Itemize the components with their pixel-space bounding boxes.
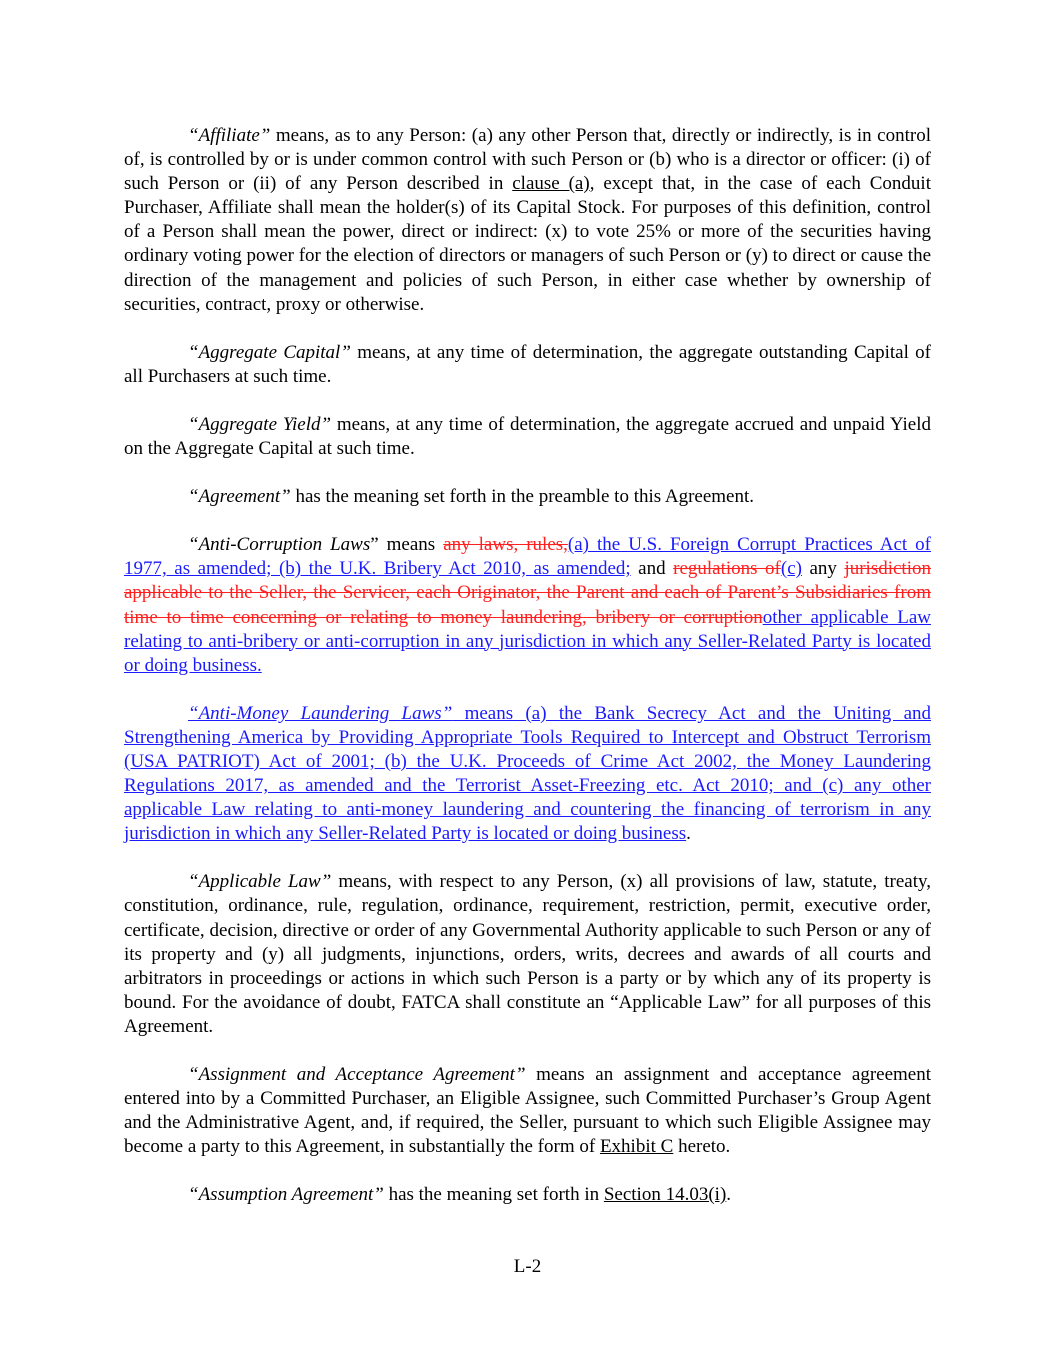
definition-affiliate: “Affiliate” means, as to any Person: (a) any other Person that, directly or indirectly, is in control of, is controlled by or is under common control with such Person or (b) who is a director or officer: (i) of such Person or (ii) of any Person described in clause (a), except that, in the case of each Conduit Purchaser, Affiliate shall mean the holder(s) of its Capital Stock. For purposes of this definition, control of a Person shall mean the power, direct or indirect: (x) to vote 25% or more of the securities having ordinary voting power for the election of directors or managers of such Person or (y) to direct or cause the direction of the management and policies of such Person, in either case whether by ownership of securities, contract, proxy or otherwise. [124,125,931,315]
inserted-text: other applicable Law relating to anti-bribery or anti-corruption in any jurisdiction in which any Seller-Related Party is located or doing business. [124,606,931,676]
deleted-text: regulations of [673,558,781,580]
defined-term: “Applicable Law” [188,871,332,893]
page-number: L-2 [513,1256,542,1277]
cross-reference-link[interactable]: Section 14.03(i) [603,1184,727,1206]
defined-term: “Assumption Agreement” [188,1184,384,1206]
definition-anti-corruption-laws: “Anti-Corruption Laws” means any laws, rules,(a) the U.S. Foreign Corrupt Practices Act of 1977, as amended; (b) the U.K. Bribery Act 2010, as amended; and regulations of(c) any jurisdiction applicable to the Seller, the Servicer, each Originator, the Parent and each of Parent’s Subsidiaries from time to time concerning or relating to money laundering, bribery or corruptionother applicable Law relating to anti-bribery or anti-corruption in any jurisdiction in which any Seller-Related Party is located or doing business. [124,534,931,676]
defined-term: “Anti-Corruption Laws [188,534,371,556]
definition-assignment-and-acceptance-agreement: “Assignment and Acceptance Agreement” means an assignment and acceptance agreement entered into by a Committed Purchaser, an Eligible Assignee, such Committed Purchaser’s Group Agent and the Administrative Agent, and, if required, the Seller, pursuant to which such Eligible Assignee may become a party to this Agreement, in substantially the form of Exhibit C hereto. [124,1064,932,1158]
document-page [124,124,931,1207]
defined-term: “Anti-Money Laundering Laws” [188,702,453,724]
defined-term: “Aggregate Capital” [188,341,351,363]
defined-term: “Assignment and Acceptance Agreement” [188,1064,526,1085]
definition-applicable-law: “Applicable Law” means, with respect to any Person, (x) all provisions of law, statute, treaty, constitution, ordinance, rule, regulation, ordinance, requirement, restriction, permit, executive order, certificate, decision, directive or order of any Governmental Authority applicable to such Person or any of its property and (y) all judgments, injunctions, orders, writs, decrees and awards of all courts and arbitrators in proceedings or actions in which such Person is a party or by which any of its property is bound. For the avoidance of doubt, FATCA shall constitute an “Applicable Law” for all purposes of this Agreement. [124,871,931,1037]
cross-reference-link[interactable]: clause (a) [512,173,590,195]
defined-term: “Aggregate Yield” [188,413,332,435]
inserted-text: (a) the U.S. Foreign Corrupt Practices Act of 1977, as amended; (b) the U.K. Bribery Act 2010, as amended; [124,534,931,580]
defined-term: “Affiliate” [188,125,271,146]
deleted-text: jurisdiction applicable to the Seller, the Servicer, each Originator, the Parent and each of Parent’s Subsidiaries from time to time concerning or relating to money laundering, bribery or corruption [124,558,931,628]
definition-anti-money-laundering-laws: “Anti-Money Laundering Laws” means (a) the Bank Secrecy Act and the Uniting and Strengthening America by Providing Appropriate Tools Required to Intercept and Obstruct Terrorism (USA PATRIOT) Act of 2001; (b) the U.K. Proceeds of Crime Act 2002, the Money Laundering Regulations 2017, as amended and the Terrorist Asset-Freezing etc. Act 2010; and (c) any other applicable Law relating to anti-money laundering and countering the financing of terrorism in any jurisdiction in which any Seller-Related Party is located or doing business. [124,702,932,845]
defined-term: “Agreement” [188,486,291,508]
cross-reference-link[interactable]: Exhibit C [599,1136,674,1158]
inserted-text: “Anti-Money Laundering Laws” means (a) the Bank Secrecy Act and the Uniting and Strengthening America by Providing Appropriate Tools Required to Intercept and Obstruct Terrorism (USA PATRIOT) Act of 2001; (b) the U.K. Proceeds of Crime Act 2002, the Money Laundering Regulations 2017, as amended and the Terrorist Asset-Freezing etc. Act 2010; and (c) any other applicable Law relating to anti-money laundering and countering the financing of terrorism in any jurisdiction in which any Seller-Related Party is located or doing business [124,702,932,845]
inserted-text: (c) [780,558,802,580]
definition-aggregate-yield: “Aggregate Yield” means, at any time of determination, the aggregate accrued and unpaid Yield on the Aggregate Capital at such time. [124,413,932,460]
definition-assumption-agreement: “Assumption Agreement” has the meaning set forth in Section 14.03(i). [188,1184,732,1206]
definition-agreement: “Agreement” has the meaning set forth in the preamble to this Agreement. [188,486,754,508]
deleted-text: any laws, rules, [443,534,568,556]
definition-aggregate-capital: “Aggregate Capital” means, at any time of determination, the aggregate outstanding Capital of all Purchasers at such time. [124,341,931,387]
